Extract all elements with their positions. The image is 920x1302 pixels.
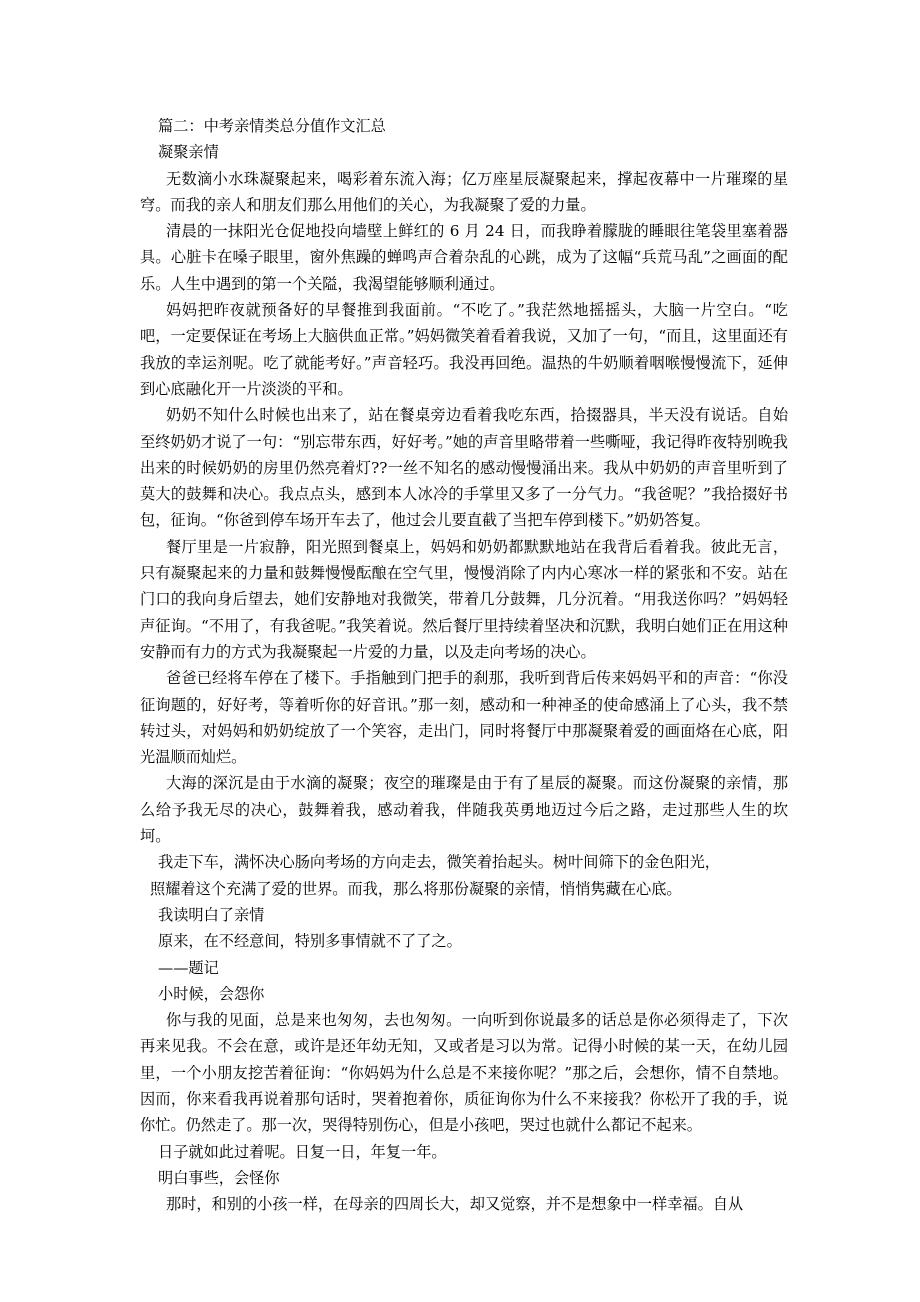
text-line: 篇二：中考亲情类总分值作文汇总 bbox=[158, 117, 386, 135]
paragraph: 爸爸已经将车停在了楼下。手指触到门把手的刹那，我听到背后传来妈妈平和的声音：“你没征询题的，好好考，等着听你的好音讯。”那一刻，感动和一种神圣的使命感涌上了心头，我不禁转过头，对妈妈和奶奶绽放了一个笑容，走出门，同时将餐厅中那凝聚着爱的画面烙在心底，阳光温顺而灿烂。 bbox=[140, 669, 788, 767]
text-line: 我走下车，满怀决心肠向考场的方向走去，微笑着抬起头。树叶间筛下的金色阳光， bbox=[158, 853, 720, 872]
paragraph: 大海的深沉是由于水滴的凝聚；夜空的璀璨是由于有了星辰的凝聚。而这份凝聚的亲情，那么给予我无尽的决心，鼓舞着我，感动着我，伴随我英勇地迈过今后之路，走过那些人生的坎坷。 bbox=[140, 774, 788, 846]
paragraph: 奶奶不知什么时候也出来了，站在餐桌旁边看着我吃东西，拾掇器具，半天没有说话。自始至终奶奶才说了一句：“别忘带东西，好好考。”她的声音里略带着一些嘶哑，我记得昨夜特别晚我出来的时候奶奶的房里仍然亮着灯??一丝不知名的感动慢慢涌出来。我从中奶奶的声音里听到了莫大的鼓舞和决心。我点点头，感到本人冰冷的手掌里又多了一分气力。“我爸呢？”我拾掇好书包，征询。“你爸到停车场开车去了，他过会儿要直截了当把车停到楼下。”奶奶答复。 bbox=[140, 406, 788, 530]
text-line: 原来，在不经意间，特别多事情就不了了之。 bbox=[158, 932, 462, 951]
text-line: 明白事些，会怪你 bbox=[158, 1168, 280, 1187]
paragraph: 无数滴小水珠凝聚起来，喝彩着东流入海；亿万座星辰凝聚起来，撑起夜幕中一片璀璨的星穹。而我的亲人和朋友们那么用他们的关心，为我凝聚了爱的力量。 bbox=[140, 169, 788, 214]
document-body bbox=[140, 113, 788, 1217]
paragraph: 妈妈把昨夜就预备好的早餐推到我面前。“不吃了。”我茫然地摇摇头，大脑一片空白。“吃吧，一定要保证在考场上大脑供血正常。”妈妈微笑着看着我说，又加了一句，“而且，这里面还有我放的幸运剂呢。吃了就能考好。”声音轻巧。我没再回绝。温热的牛奶顺着咽喉慢慢流下，延伸到心底融化开一片淡淡的平和。 bbox=[140, 301, 788, 398]
text-line: 小时候，会怨你 bbox=[158, 984, 265, 1003]
text-line: 我读明白了亲情 bbox=[158, 905, 265, 924]
paragraph: 你与我的见面，总是来也匆匆，去也匆匆。一向听到你说最多的话总是你必须得走了，下次再来见我。不会在意，或许是还年幼无知，又或者是习以为常。记得小时候的某一天，在幼儿园里，一个小朋友挖苦着征询：“你妈妈为什么总是不来接你呢？”那之后，会想你，情不自禁地。因而，你来看我再说着那句话时，哭着抱着你，质征询你为什么不来接我？你松开了我的手，说你忙。仍然走了。那一次，哭得特别伤心，但是小孩吧，哭过也就什么都记不起来。 bbox=[140, 1011, 788, 1135]
text-line: ——题记 bbox=[158, 958, 219, 977]
text-line: 凝聚亲情 bbox=[158, 143, 219, 162]
paragraph: 清晨的一抹阳光仓促地投向墙壁上鲜红的 6 月 24 日，而我睁着朦胧的睡眼往笔袋里塞着器具。心脏卡在嗓子眼里，窗外焦躁的蝉鸣声合着杂乱的心跳，成为了这幅“兵荒马乱”之画面的配乐。人生中遇到的第一个关隘，我渴望能够顺利通过。 bbox=[140, 222, 788, 293]
paragraph: 餐厅里是一片寂静，阳光照到餐桌上，妈妈和奶奶都默默地站在我背后看着我。彼此无言，只有凝聚起来的力量和鼓舞慢慢酝酿在空气里，慢慢消除了内内心寒冰一样的紧张和不安。站在门口的我向身后望去，她们安静地对我微笑，带着几分鼓舞，几分沉着。“用我送你吗？”妈妈轻声征询。“不用了，有我爸呢。”我笑着说。然后餐厅里持续着坚决和沉默，我明白她们正在用这种安静而有力的方式为我凝聚起一片爱的力量，以及走向考场的决心。 bbox=[140, 537, 788, 661]
text-line: 日子就如此过着呢。日复一日，年复一年。 bbox=[158, 1142, 447, 1161]
text-line: 照耀着这个充满了爱的世界。而我，那么将那份凝聚的亲情，悄悄隽藏在心底。 bbox=[150, 879, 682, 898]
paragraph: 那时，和别的小孩一样，在母亲的四周长大，却又觉察，并不是想象中一样幸福。自从 bbox=[166, 1195, 744, 1214]
